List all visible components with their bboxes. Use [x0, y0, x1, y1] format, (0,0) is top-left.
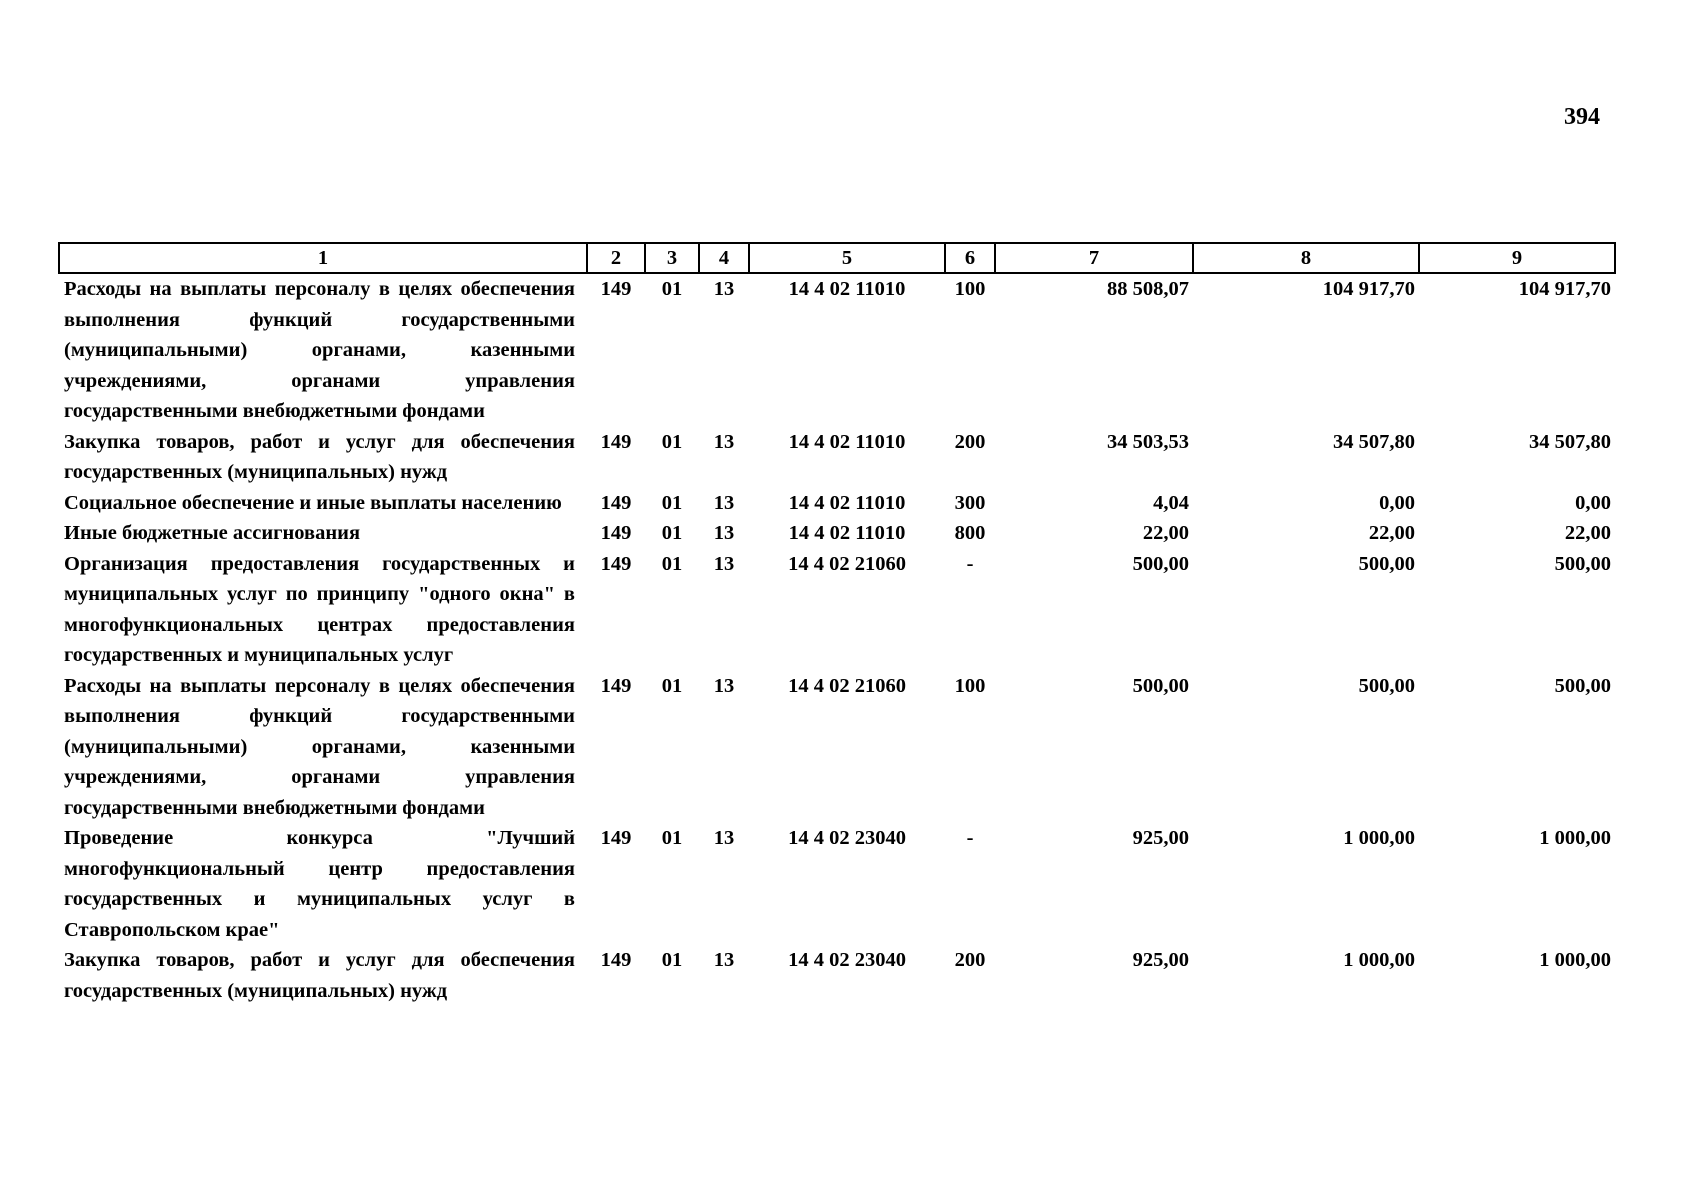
row-subsection: 13: [713, 827, 735, 849]
header-col-2: 2: [587, 243, 645, 273]
row-target: 14 4 02 21060: [788, 674, 906, 697]
row-target: 14 4 02 23040: [788, 827, 906, 849]
row-target: 14 4 02 11010: [788, 491, 906, 514]
row-target: 14 4 02 11010: [788, 522, 906, 544]
row-type: 800: [954, 522, 986, 544]
row-code: 149: [600, 949, 632, 971]
table-row: [59, 549, 1615, 671]
row-target: 14 4 02 23040: [788, 949, 906, 971]
row-type: -: [966, 552, 974, 575]
row-section: 01: [661, 949, 683, 971]
row-type: 200: [954, 430, 986, 453]
header-col-1: 1: [59, 243, 587, 273]
row-subsection: 13: [713, 674, 735, 697]
row-value-3: 104 917,70: [1518, 278, 1611, 300]
row-name: Организация предоставления государственных и муниципальных услуг по принципу "одного окна" в многофункциональных центрах предоставления государственных и муниципальных услуг: [64, 552, 575, 666]
row-type: 300: [954, 491, 986, 514]
row-subsection: 13: [713, 522, 735, 544]
table-row: [59, 427, 1615, 488]
row-type: 100: [954, 674, 986, 697]
header-col-8: 8: [1193, 243, 1419, 273]
table-row: [59, 671, 1615, 824]
row-section: 01: [661, 674, 683, 697]
row-value-1: 925,00: [1132, 827, 1189, 849]
page-number: 394: [1564, 104, 1600, 130]
header-col-6: 6: [945, 243, 995, 273]
header-col-3: 3: [645, 243, 699, 273]
header-col-9: 9: [1419, 243, 1615, 273]
row-subsection: 13: [713, 949, 735, 971]
row-subsection: 13: [713, 491, 735, 514]
row-value-2: 34 507,80: [1333, 430, 1415, 453]
row-value-2: 104 917,70: [1322, 278, 1415, 300]
row-value-3: 0,00: [1575, 491, 1611, 514]
table-row: [59, 273, 1615, 427]
row-code: 149: [600, 522, 632, 544]
row-subsection: 13: [713, 552, 735, 575]
header-col-5: 5: [749, 243, 945, 273]
row-value-1: 925,00: [1132, 949, 1189, 971]
row-section: 01: [661, 430, 683, 453]
row-value-1: 500,00: [1132, 552, 1189, 575]
table-row: [59, 488, 1615, 519]
row-section: 01: [661, 552, 683, 575]
row-value-2: 1 000,00: [1343, 949, 1415, 971]
row-value-1: 4,04: [1153, 491, 1189, 514]
row-value-2: 22,00: [1368, 522, 1415, 544]
row-value-2: 500,00: [1358, 674, 1415, 697]
row-code: 149: [600, 674, 632, 697]
header-col-7: 7: [995, 243, 1193, 273]
row-name: Расходы на выплаты персоналу в целях обеспечения выполнения функций государственными (муниципальными) органами, казенными учреждениями, органами управления государственными внебюджетными фондами: [64, 674, 575, 819]
table-row: [59, 823, 1615, 945]
row-type: 100: [954, 278, 986, 300]
row-code: 149: [600, 278, 632, 300]
table-row: [59, 945, 1615, 1006]
row-type: -: [966, 827, 974, 849]
row-subsection: 13: [713, 278, 735, 300]
row-value-3: 1 000,00: [1539, 949, 1611, 971]
row-section: 01: [661, 827, 683, 849]
row-value-1: 500,00: [1132, 674, 1189, 697]
row-value-1: 34 503,53: [1107, 430, 1189, 453]
row-name: Расходы на выплаты персоналу в целях обеспечения выполнения функций государственными (муниципальными) органами, казенными учреждениями, органами управления государственными внебюджетными фондами: [64, 278, 575, 422]
row-code: 149: [600, 491, 632, 514]
table-row: [59, 518, 1615, 549]
row-value-2: 500,00: [1358, 552, 1415, 575]
row-name: Закупка товаров, работ и услуг для обеспечения государственных (муниципальных) нужд: [64, 430, 575, 483]
budget-table: [58, 242, 1616, 1006]
row-value-2: 0,00: [1379, 491, 1415, 514]
row-code: 149: [600, 430, 632, 453]
row-target: 14 4 02 11010: [788, 278, 906, 300]
row-value-3: 500,00: [1554, 674, 1611, 697]
header-col-4: 4: [699, 243, 749, 273]
row-value-2: 1 000,00: [1343, 827, 1415, 849]
row-target: 14 4 02 21060: [788, 552, 906, 575]
row-subsection: 13: [713, 430, 735, 453]
row-value-3: 1 000,00: [1539, 827, 1611, 849]
row-target: 14 4 02 11010: [788, 430, 906, 453]
row-code: 149: [600, 552, 632, 575]
row-section: 01: [661, 278, 683, 300]
row-name: Социальное обеспечение и иные выплаты населению: [64, 491, 562, 514]
row-section: 01: [661, 522, 683, 544]
row-type: 200: [954, 949, 986, 971]
row-value-3: 500,00: [1554, 552, 1611, 575]
row-section: 01: [661, 491, 683, 514]
row-name: Проведение конкурса "Лучший многофункциональный центр предоставления государственных и муниципальных услуг в Ставропольском крае": [64, 827, 575, 941]
row-value-3: 34 507,80: [1529, 430, 1611, 453]
row-value-1: 88 508,07: [1107, 278, 1189, 300]
row-value-1: 22,00: [1142, 522, 1189, 544]
row-code: 149: [600, 827, 632, 849]
header-row: [59, 243, 1615, 273]
row-value-3: 22,00: [1564, 522, 1611, 544]
row-name: Закупка товаров, работ и услуг для обеспечения государственных (муниципальных) нужд: [64, 949, 575, 1002]
row-name: Иные бюджетные ассигнования: [64, 522, 361, 544]
